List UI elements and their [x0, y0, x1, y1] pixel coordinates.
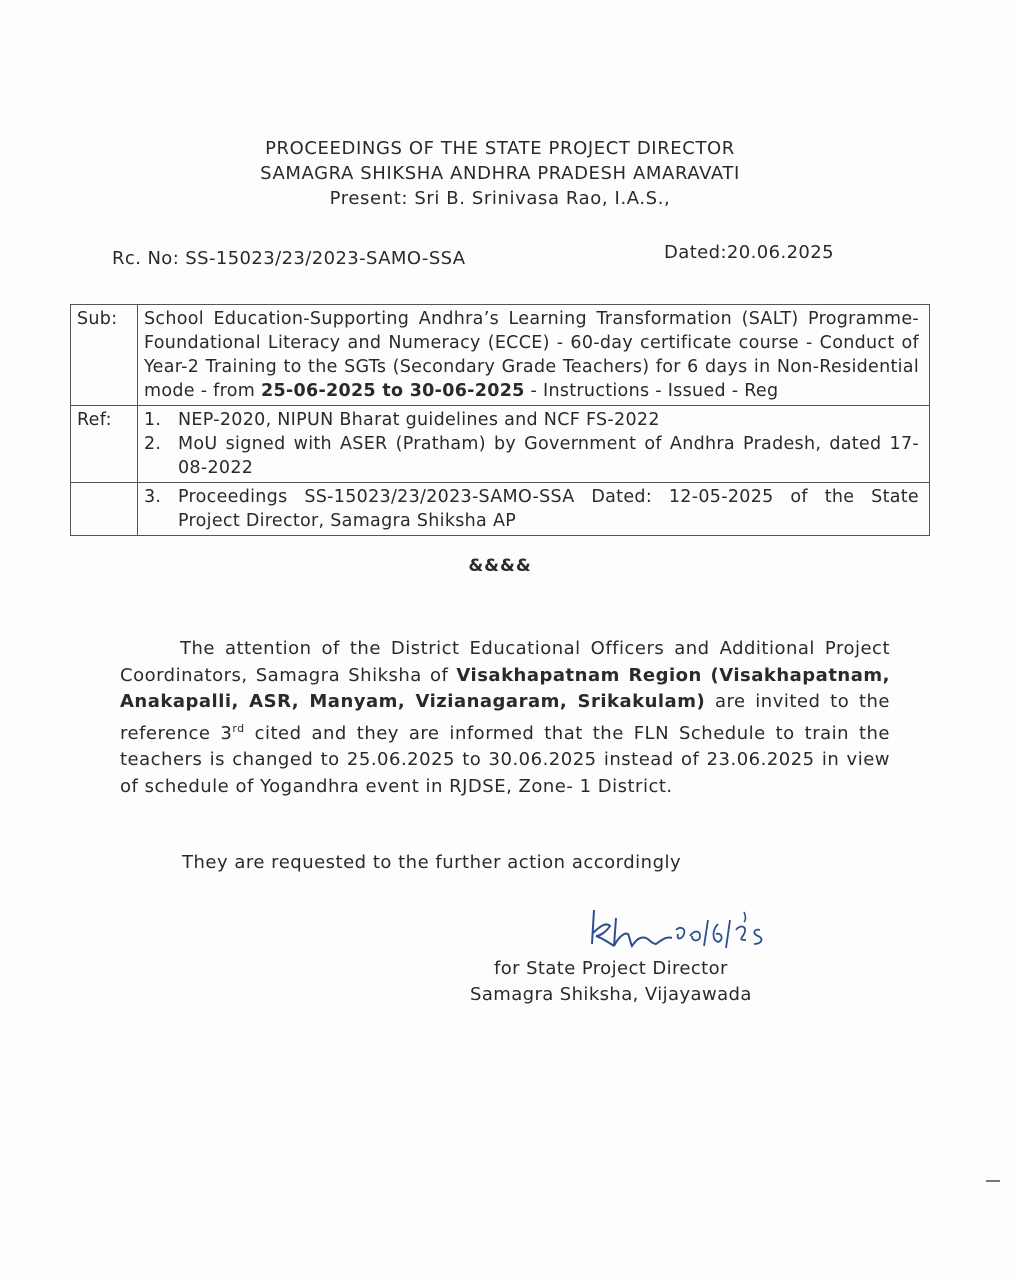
proceedings-header [0, 136, 1000, 211]
reference-text: NEP-2020, NIPUN Bharat guidelines and NCF FS-2022 [178, 410, 660, 430]
ordinal-superscript: rd [232, 721, 245, 735]
reference-number: 3. [144, 487, 162, 507]
subject-reference-table [70, 304, 930, 536]
dated: Dated:20.06.2025 [664, 242, 834, 263]
reference-item [144, 485, 919, 533]
header-present: Present: Sri B. Srinivasa Rao, I.A.S., [329, 188, 671, 209]
signatory-office: Samagra Shiksha, Vijayawada [470, 984, 752, 1005]
reference-text: Proceedings SS-15023/23/2023-SAMO-SSA Dated: 12-05-2025 of the State Project Director, Samagra Shiksha AP [178, 487, 919, 531]
subject-date-from: 25-06-2025 [260, 381, 376, 401]
header-organization: SAMAGRA SHIKSHA ANDHRA PRADESH AMARAVATI [260, 163, 740, 184]
subject-label: Sub: [71, 305, 138, 406]
page-mark [986, 1180, 1000, 1182]
reference-item [144, 408, 919, 432]
region-list: Visakhapatnam Region (Visakhapatnam, Anakapalli, ASR, Manyam, Vizianagaram, Srikakulam) [120, 664, 890, 712]
header-title: PROCEEDINGS OF THE STATE PROJECT DIRECTOR [265, 138, 735, 159]
subject-text-part3: - Instructions - Issued - Reg [524, 381, 779, 401]
subject-text-part2: to [375, 381, 410, 401]
signature-block [470, 956, 810, 1008]
signatory-title: for State Project Director [494, 958, 728, 979]
body-text-part2: are invited to the reference 3 [120, 691, 890, 744]
reference-row [71, 406, 930, 483]
request-line: They are requested to the further action accordingly [182, 852, 682, 873]
subject-text [138, 305, 930, 406]
reference-text: MoU signed with ASER (Pratham) by Government of Andhra Pradesh, dated 17-08-2022 [178, 434, 919, 478]
reference-label-empty [71, 483, 138, 536]
body-text-part1: The attention of the District Educational Officers and Additional Project Coordinators, Samagra Shiksha of [120, 638, 890, 686]
reference-number: 2. [144, 434, 162, 454]
reference-label: Ref: [71, 406, 138, 483]
separator: &&&& [468, 556, 532, 576]
reference-list-3 [138, 483, 930, 536]
reference-list-1-2 [138, 406, 930, 483]
subject-text-part1: School Education-Supporting Andhra’s Learning Transformation (SALT) Programme-Foundational Literacy and Numeracy (ECCE) - 60-day certificate course - Conduct of Year-2 Training to the SGTs (Secondary Grade Teachers) for 6 days in Non-Residential mode - from [144, 309, 919, 401]
body-paragraph [120, 636, 890, 800]
reference-row-3 [71, 483, 930, 536]
rc-number: Rc. No: SS-15023/23/2023-SAMO-SSA [112, 248, 466, 269]
body-text-part3: cited and they are informed that the FLN Schedule to train the teachers is changed to 25.06.2025 to 30.06.2025 instead of 23.06.2025 in view of schedule of Yogandhra event in RJDSE, Zone- 1 District. [120, 722, 891, 797]
reference-number: 1. [144, 410, 162, 430]
subject-date-to: 30-06-2025 [409, 381, 525, 401]
reference-item [144, 432, 919, 480]
subject-row [71, 305, 930, 406]
